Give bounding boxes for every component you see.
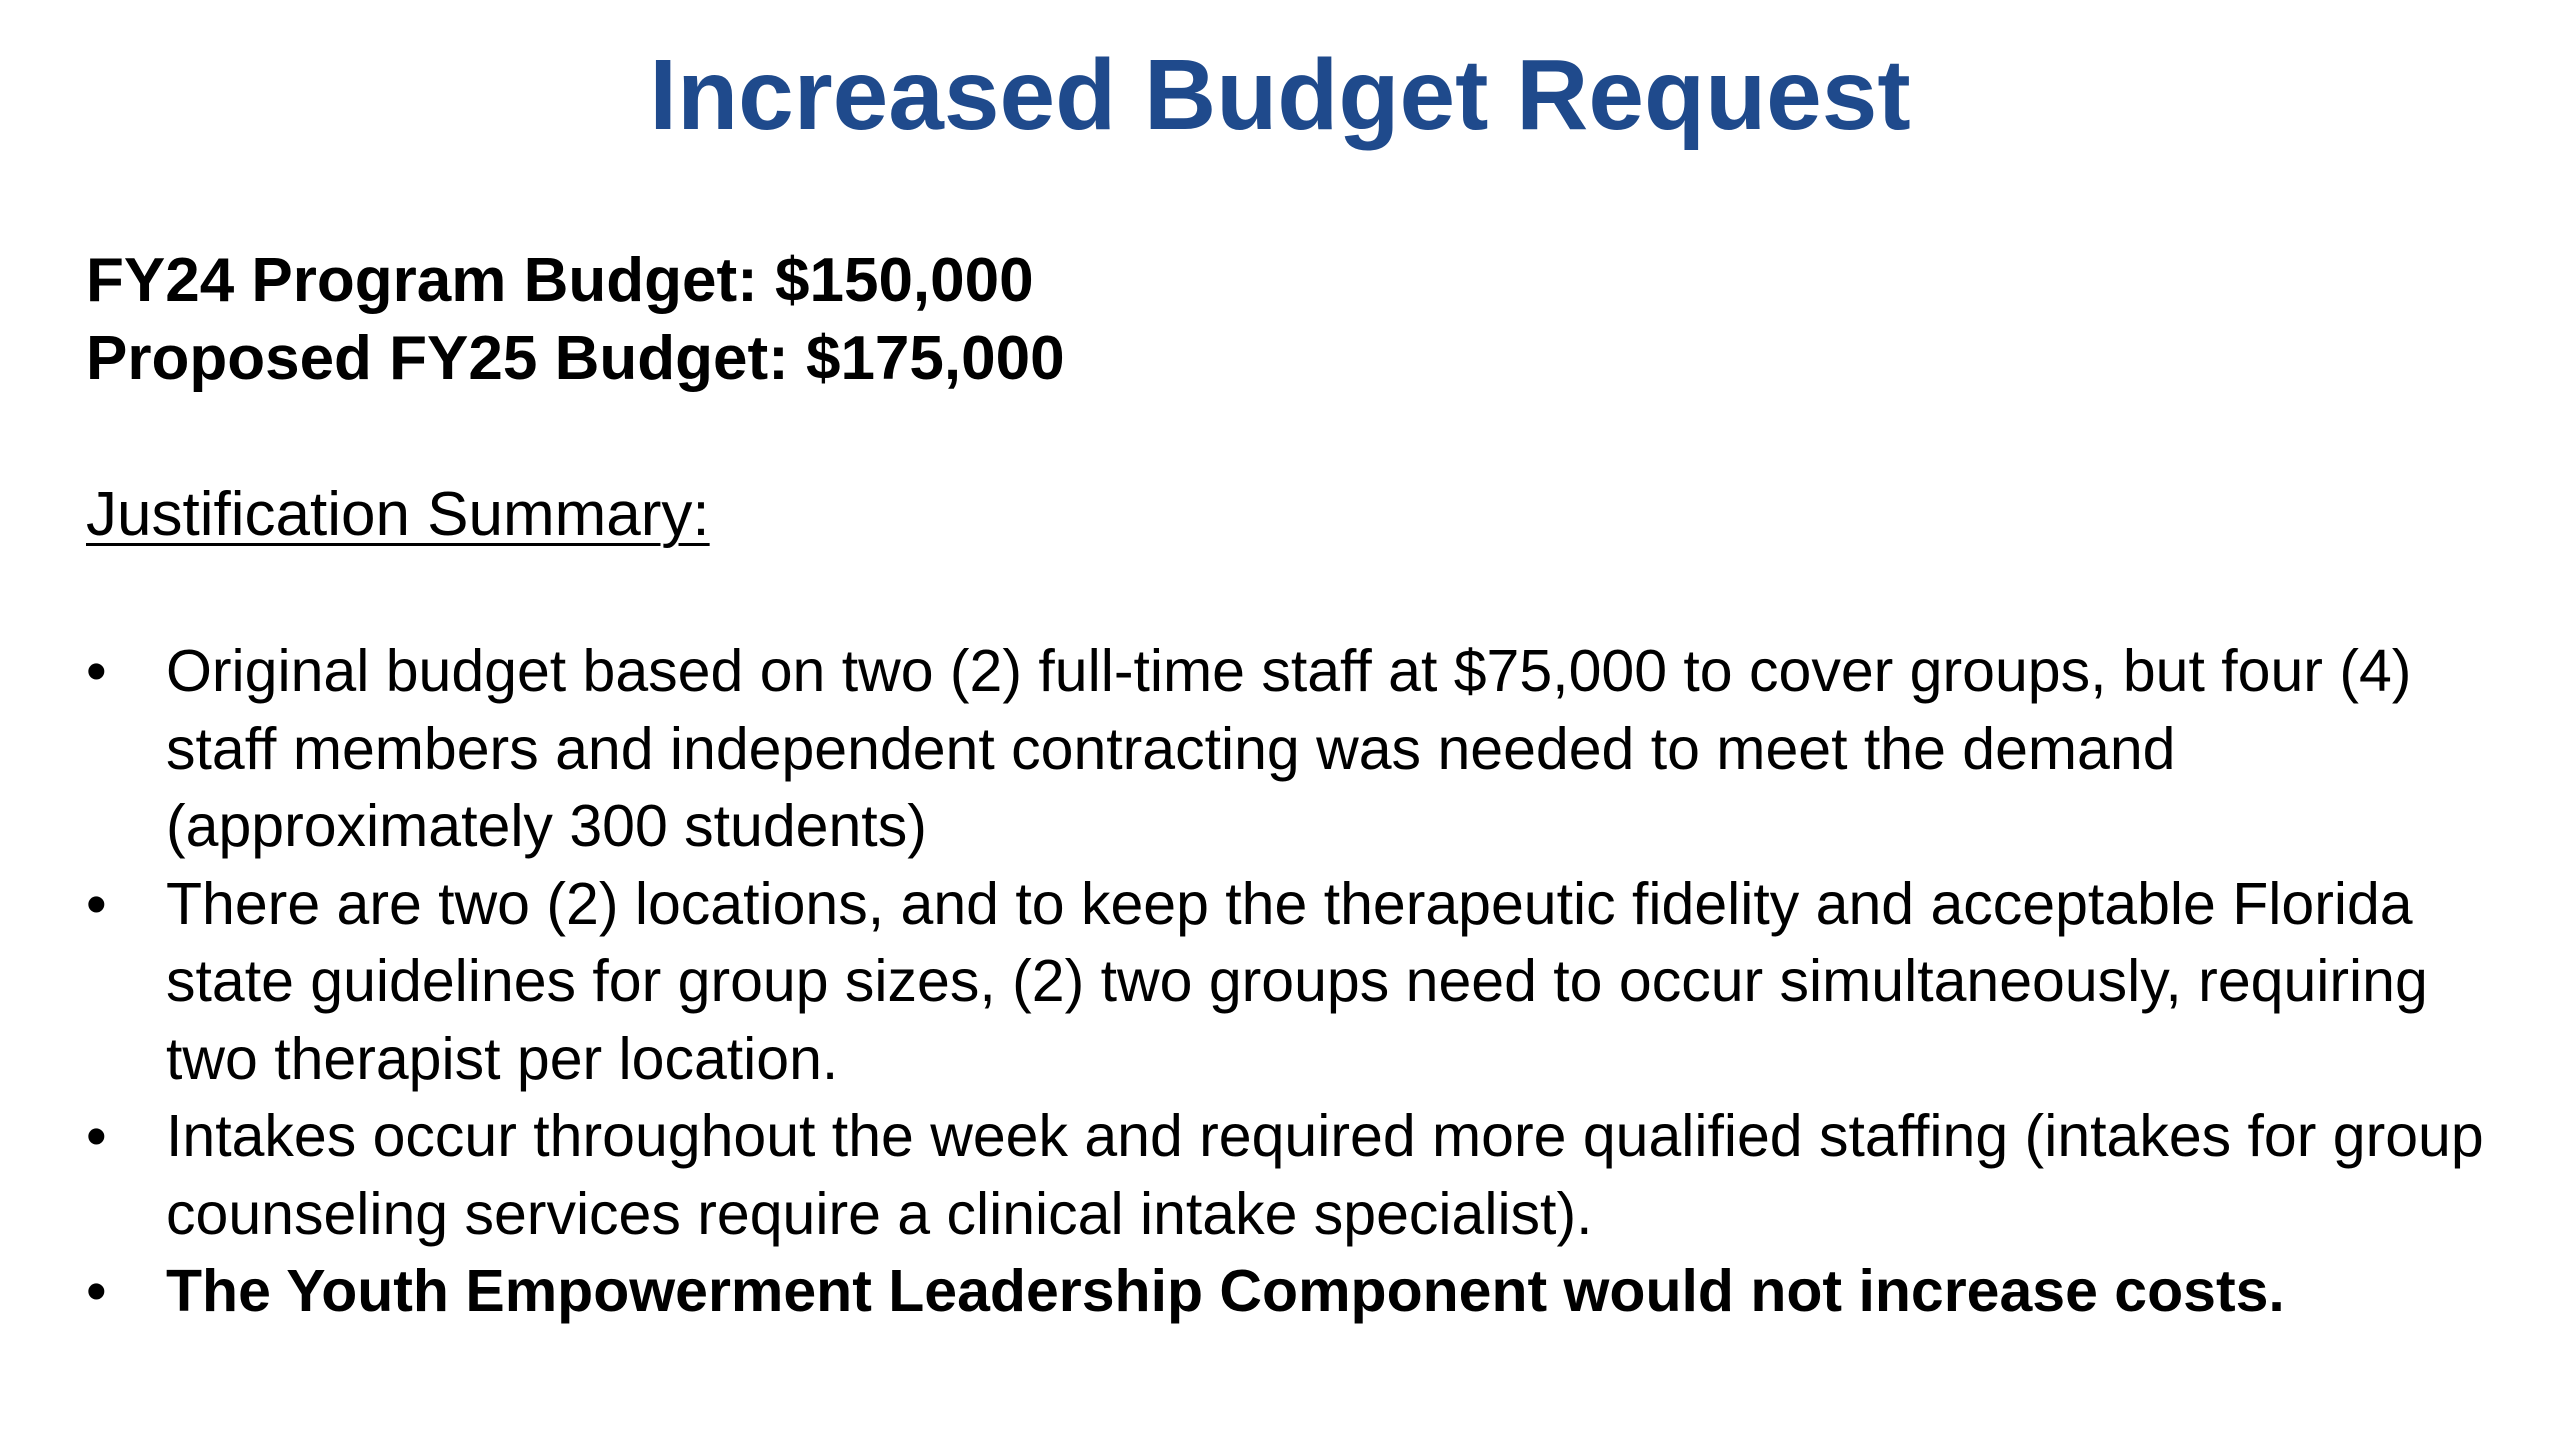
- bullet-icon: •: [86, 1103, 107, 1169]
- bullet-icon: •: [86, 638, 107, 704]
- slide-title: Increased Budget Request: [649, 39, 1911, 151]
- bullet-item-staffing: [86, 633, 2486, 866]
- bullet-text: Original budget based on two (2) full-time staff at $75,000 to cover groups, but four (4) staff members and independent contracting was needed to meet the demand (approximately 300 students): [166, 638, 2412, 859]
- bullet-item-intakes: [86, 1098, 2486, 1253]
- bullet-item-locations: [86, 866, 2486, 1099]
- bullet-icon: •: [86, 870, 107, 937]
- budget-summary: [86, 242, 1065, 398]
- fy25-budget-line: Proposed FY25 Budget: $175,000: [86, 324, 1065, 393]
- bullet-icon: •: [86, 1258, 107, 1324]
- bullet-text: Intakes occur throughout the week and required more qualified staffing (intakes for group counseling services require a clinical intake specialist).: [166, 1103, 2484, 1247]
- bullet-text: The Youth Empowerment Leadership Component would not increase costs.: [166, 1258, 2285, 1324]
- justification-heading: Justification Summary:: [86, 480, 710, 549]
- fy24-budget-line: FY24 Program Budget: $150,000: [86, 246, 1034, 315]
- bullet-text: There are two (2) locations, and to keep the therapeutic fidelity and acceptable Florida state guidelines for group sizes, (2) two groups need to occur simultaneously, requiring two therapist per location.: [166, 870, 2428, 1092]
- justification-bullet-list: [86, 633, 2486, 1331]
- bullet-item-youth-empowerment: [86, 1253, 2486, 1331]
